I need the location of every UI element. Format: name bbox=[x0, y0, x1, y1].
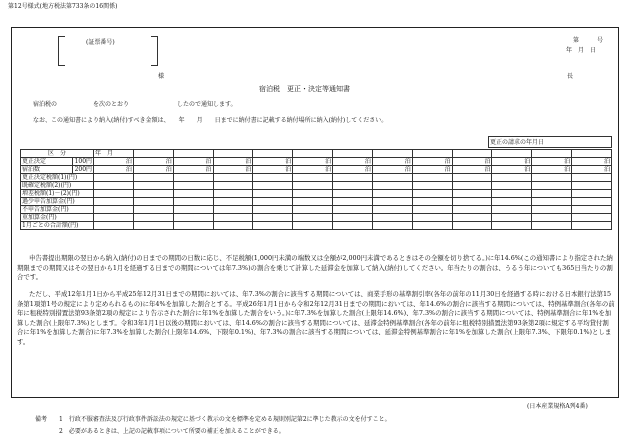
table-row bbox=[21, 182, 612, 190]
cert-number-label: (証票番号) bbox=[86, 39, 115, 46]
header-kubun: 区 分 bbox=[21, 150, 94, 158]
form-title: 第12号様式(地方税法第733条の16関係) bbox=[8, 3, 118, 10]
interest-paragraph-2: ただし、平成12年1月1日から平成25年12月31日までの期間においては、年7.3%の割合に該当する期間については、商業手形の基準割引率(各年の前年の11月30日を経過する時における日本銀行法第15条第1項第1号の規定により定められるもの)に年4%を加算した割合とする。平成26年1月1日から令和2年12月31日までの期間においては、年14.6%の割合に該当する期間については、特例基準割合(各年の前年に租税特別措置法第93条第2項の規定により告示された割合に年1%を加算した割合をいう。)に年7.3%を加算した割合(上限年14.6%)、年7.3%の割合に該当する期間については、特例基準割合に年1%を加算した割合(上限年7.3%)とします。令和3年1月1日以後の期間においては、年14.6%の割合に該当する期間については、延滞金特例基準割合(各年の前年に租税特別措置法第93条第2項に規定する平均貸付割合に年1%を加算した割合)に年7.3%を加算した割合(上限年14.6%、下限年0.1%)、年7.3%の割合に該当する期間については、延滞金特例基準割合に年1%を加算した割合(上限年7.3%、下限年0.1%)とします。 bbox=[17, 290, 615, 346]
table-row: 宿泊数 200円 泊 泊 泊 泊 泊 泊 泊 泊 泊 泊 泊 泊 泊 bbox=[22, 166, 610, 173]
interest-paragraph-1: 申告書提出期限の翌日から納入(納付)の日までの期間の日数に応じ、不足税額(1,000円未満の端数又は全額が2,000円未満であるときはその全額を切り捨てる。)に年14.6%(この通知書により指定された納期限までの期間又はその翌日から1月を経過する日までの期間については年7.3%)の割合を乗じて計算した延滞金を加算して納入(納付)してください。年当たりの割合は、うるう年についても365日当たりの割合です。 bbox=[17, 254, 613, 281]
row-label: 過少申告加算金(円) bbox=[21, 198, 94, 206]
remarks-label: 備考 bbox=[35, 416, 48, 423]
table-row: 更正決定 100円 泊 泊 泊 泊 泊 泊 泊 泊 泊 泊 泊 泊 泊 bbox=[22, 158, 610, 165]
remarks-item-2: 2 必要があるときは、上記の記載事項について所要の補正を加えることができる。 bbox=[59, 428, 285, 435]
table-row bbox=[21, 174, 612, 182]
table-row bbox=[21, 222, 612, 230]
row-label: 宿泊数 bbox=[21, 166, 73, 174]
row-sub: 100円 bbox=[73, 158, 94, 166]
table-row bbox=[21, 206, 612, 214]
notice-line-2: なお、この通知書により納入(納付)すべき金額は、 年 月 日までに納付書に記載する納付場所に納入(納付)してください。 bbox=[33, 117, 388, 124]
row-label: 1月ごとの合計額(円) bbox=[21, 222, 94, 230]
request-date-label: 更正の請求の年月日 bbox=[489, 137, 612, 148]
row-label: 重加算金(円) bbox=[21, 214, 94, 222]
notice-line-1: 宿泊税の を次のとおり したので通知します。 bbox=[33, 101, 237, 108]
remarks-item-1: 1 行政不服審査法及び行政事件訴訟法の規定に基づく教示の文を標準を定める規則別記第2に準じた教示の文を付すこと。 bbox=[59, 416, 391, 423]
number-prefix: 第 bbox=[573, 37, 580, 44]
row-label: 更正決定 bbox=[21, 158, 73, 166]
issuer-cho: 長 bbox=[567, 73, 574, 80]
row-label: 不申告加算金(円) bbox=[21, 206, 94, 214]
table-header-row bbox=[21, 150, 612, 158]
addressee-sama: 様 bbox=[158, 73, 165, 80]
header-nengetsu: 年 月 bbox=[94, 150, 134, 158]
paper-size-note: (日本産業規格A列4番) bbox=[527, 403, 588, 410]
request-date-box bbox=[488, 136, 612, 148]
row-sub: 200円 bbox=[73, 166, 94, 174]
row-label: 既確定税額(2)(円) bbox=[21, 182, 94, 190]
table-row bbox=[21, 198, 612, 206]
table-row bbox=[21, 190, 612, 198]
date-ymd: 年 月 日 bbox=[566, 47, 597, 54]
document-title: 宿泊税 更正・決定等通知書 bbox=[259, 85, 350, 93]
row-label: 更正決定税額(1)(円) bbox=[21, 174, 94, 182]
table-row bbox=[21, 214, 612, 222]
tax-table bbox=[20, 149, 612, 230]
row-label: 増差税額(1)－(2)(円) bbox=[21, 190, 94, 198]
number-suffix: 号 bbox=[597, 37, 604, 44]
